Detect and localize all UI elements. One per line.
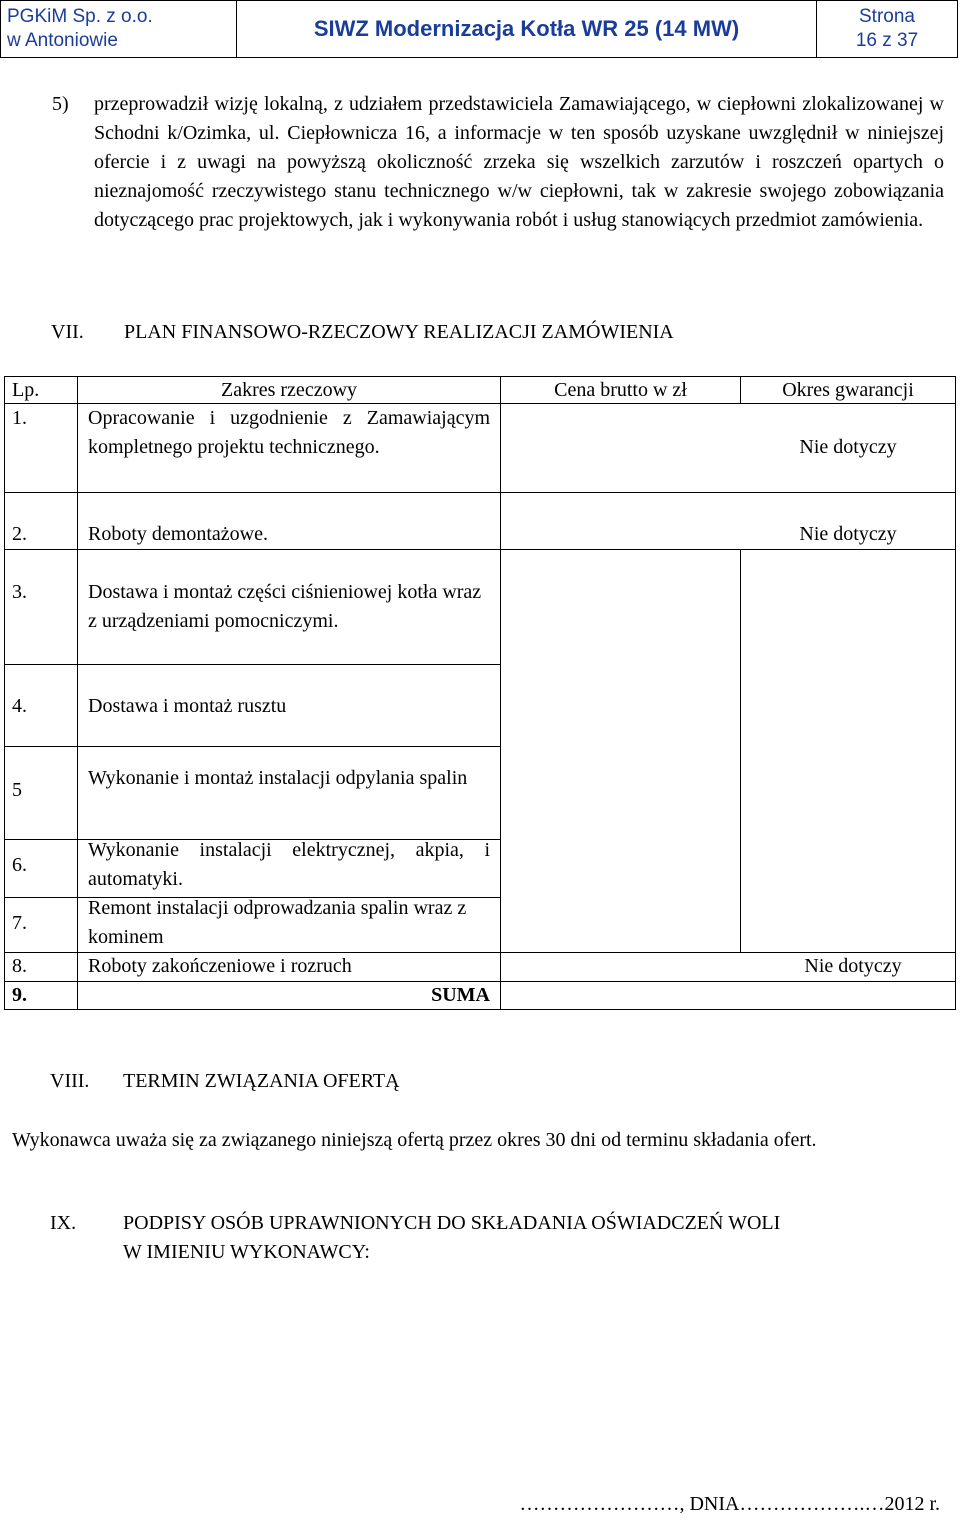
- table-row-1-lp: 1.: [12, 407, 27, 429]
- table-row-1-scope: Opracowanie i uzgodnienie z Zamawiającym kompletnego projektu technicznego.: [88, 407, 490, 458]
- table-header-warranty: Okres gwarancji: [782, 379, 914, 401]
- point-5-text: przeprowadził wizję lokalną, z udziałem przedstawiciela Zamawiającego, w ciepłowni zlokalizowanej w Schodni k/Ozimka, ul. Ciepłownicza 16, a informacje w ten sposób uzyskane uwzględnił w niniejszej ofercie i z uwagi na powyższą okoliczność zrzeka się wszelkich zarzutów i roszczeń opartych o nieznajomość rzeczywistego stanu technicznego w/w ciepłowni, tak w zakresie swojego zobowiązania dotyczącego prac projektowych, jak i wykonywania robót i usług stanowiących przedmiot zamówienia.: [94, 93, 944, 231]
- section-vii-title: PLAN FINANSOWO-RZECZOWY REALIZACJI ZAMÓWIENIA: [124, 321, 674, 343]
- table-row-8-warranty: Nie dotyczy: [804, 955, 902, 977]
- section-ix-title-line1: PODPISY OSÓB UPRAWNIONYCH DO SKŁADANIA OŚWIADCZEŃ WOLI: [123, 1212, 781, 1234]
- header-page-label: Strona: [859, 6, 915, 27]
- table-row-9-scope: SUMA: [431, 984, 490, 1006]
- header-org-line1: PGKiM Sp. z o.o.: [7, 6, 153, 27]
- header-organization: [1, 1, 237, 57]
- table-row-2-scope: Roboty demontażowe.: [88, 523, 268, 545]
- header-title: SIWZ Modernizacja Kotła WR 25 (14 MW): [237, 1, 817, 57]
- section-viii-heading: [50, 1067, 650, 1097]
- table-header-scope: Zakres rzeczowy: [220, 379, 358, 401]
- point-5-number: 5): [52, 93, 69, 115]
- table-row-3-lp: 3.: [12, 581, 27, 603]
- table-row-3-scope: [88, 578, 490, 636]
- table-row-6-lp: 6.: [12, 854, 27, 876]
- table-row-5-lp: 5: [12, 779, 22, 801]
- table-row-9-lp: 9.: [12, 984, 27, 1006]
- table-row-8-lp: 8.: [12, 955, 27, 977]
- section-viii-title: TERMIN ZWIĄZANIA OFERTĄ: [123, 1070, 400, 1092]
- table-header-lp: Lp.: [12, 379, 40, 401]
- financial-plan-table: [4, 376, 956, 1010]
- date-signature-line: ……………………, DNIA……………….…2012 r.: [519, 1493, 940, 1515]
- header-page-number: 16 z 37: [855, 30, 919, 51]
- section-viii-text: Wykonawca uważa się za związanego niniejszą ofertą przez okres 30 dni od terminu składania ofert.: [12, 1129, 817, 1151]
- point-5: [52, 90, 944, 235]
- header-org-line2: w Antoniowie: [7, 30, 118, 51]
- table-row-3-scope-text: Dostawa i montaż części ciśnieniowej kotła wraz z urządzeniami pomocniczymi.: [88, 581, 482, 632]
- section-viii-numeral: VIII.: [50, 1070, 90, 1092]
- table-row-6-scope: Wykonanie instalacji elektrycznej, akpia, i automatyki.: [88, 839, 490, 890]
- table-row-2-lp: 2.: [12, 523, 27, 545]
- section-ix-numeral: IX.: [50, 1212, 77, 1234]
- table-row-7-scope: Remont instalacji odprowadzania spalin wraz z kominem: [88, 897, 467, 948]
- table-row-4-scope: Dostawa i montaż rusztu: [88, 695, 287, 717]
- table-row-4-lp: 4.: [12, 695, 27, 717]
- table-row-5-scope: Wykonanie i montaż instalacji odpylania spalin: [88, 767, 468, 789]
- table-row-8-scope: Roboty zakończeniowe i rozruch: [88, 955, 352, 977]
- table-row-2-warranty: Nie dotyczy: [799, 523, 897, 545]
- table-header-price: Cena brutto w zł: [554, 379, 687, 401]
- section-vii-numeral: VII.: [51, 321, 84, 343]
- section-ix-title-line2: W IMIENIU WYKONAWCY:: [123, 1241, 370, 1263]
- section-ix-heading: [50, 1209, 950, 1269]
- page-header: [0, 0, 958, 58]
- header-page: [817, 1, 957, 57]
- table-row-1-warranty: Nie dotyczy: [799, 436, 897, 458]
- section-vii-heading: [51, 318, 871, 348]
- table-row-7-lp: 7.: [12, 912, 27, 934]
